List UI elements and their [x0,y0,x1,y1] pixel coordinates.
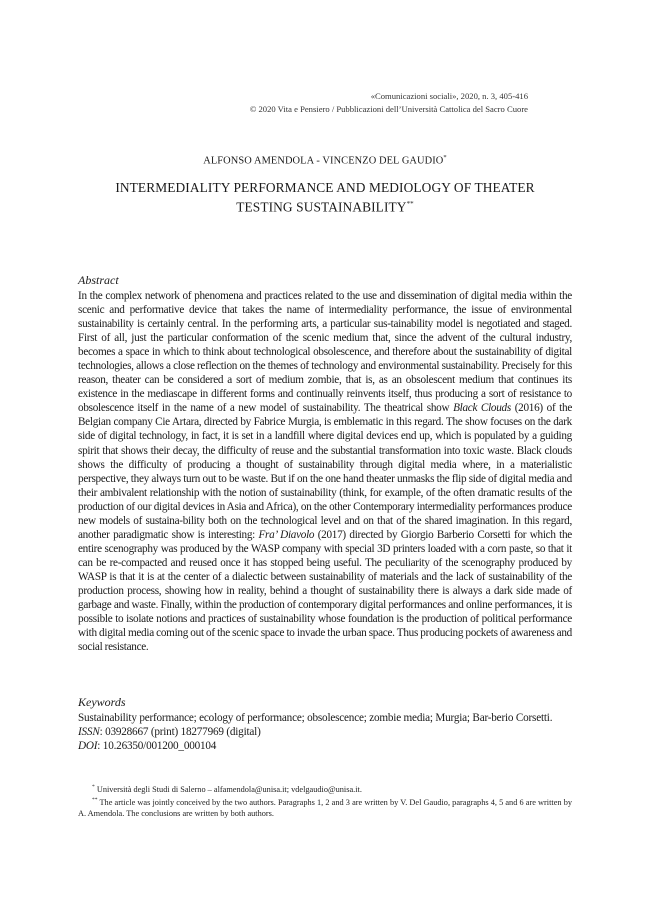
abstract-body [78,289,572,654]
footnotes [78,782,572,820]
author-names: ALFONSO AMENDOLA - VINCENZO DEL GAUDIO [203,155,444,167]
issn-line [78,725,572,739]
keywords-heading: Keywords [78,695,126,709]
author-footnote-marker: * [443,154,447,161]
title-line-1: INTERMEDIALITY PERFORMANCE AND MEDIOLOGY OF THEATER [115,180,535,195]
title-footnote-marker: ** [406,200,414,208]
abstract-text-1: In the complex network of phenomena and practices related to the use and dissemination of digital media within the scenic and performative device that takes the name of intermediality performance, the issue of environmental sustainability is certainly central. In the performing arts, a particular sus-tainability model is negotiated and staged. First of all, just the particular conformation of the scenic medium that, since the advent of the cultural industry, becomes a space in which to think about technological obsolescence, and therefore about the sustainability of digital technologies, allows a close reflection on the themes of technology and environmental sustainability. Precisely for this reason, theater can be considered a sort of medium zombie, that is, as an obsolescent medium that continues its existence in the mediascape in different forms and continually reinvents itself, thus producing a sort of resistance to obsolescence itself in the name of a new model of sustainability. The theatrical show [78,290,572,415]
footnote-2-text: The article was jointly conceived by the two authors. Paragraphs 1, 2 and 3 are written by V. Del Gaudio, paragraphs 4, 5 and 6 are written by A. Amendola. The conclusions are written by both authors. [78,797,572,819]
footnote-2 [78,795,572,820]
abstract-show-title-2: Fra’ Diavolo [258,528,315,541]
doi-label: DOI [78,740,98,753]
footnote-1 [78,782,572,795]
abstract-heading: Abstract [78,273,119,287]
abstract-text-3: (2017) directed by Giorgio Barberio Corsetti for which the entire scenography was produced by the WASP company with special 3D printers loaded with a corn paste, so that it can be re-compacted and reused once it has stopped being useful. The peculiarity of the scenography produced by WASP is that it is at the center of a dialectic between sustainability of materials and the lack of sustainability of the production process, showing how in reality, behind a thought of sustainability there is always a dark side made of garbage and waste. Finally, within the production of contemporary digital performances and online performances, it is possible to isolate notions and practices of sustainability whose foundation is the production of political performance with digital media coming out of the scenic space to invade the urban space. Thus producing pockets of awareness and social resistance. [78,528,572,654]
journal-header [250,90,528,116]
abstract-text-2: (2016) of the Belgian company Cie Artara, directed by Fabrice Murgia, is emblematic in this regard. The show focuses on the dark side of digital technology, in fact, it is set in a landfill where digital devices end up, which is populated by a guiding spirit that shows their decay, the difficulty of reuse and the substantial transformation into toxic waste. Black clouds shows the difficulty of producing a thought of sustainability through digital media where, in a materialistic perspective, they always turn out to be waste. But if on the one hand theater unmasks the flip side of digital media and their ambivalent relationship with the notion of sustainability (think, for example, of the often dramatic results of the production of our digital devices in Asia and Africa), on the other Contemporary intermediality performances produce new models of sustaina-bility both on the technological level and on that of the shared imagination. In this regard, another paradigmatic show is interesting: [78,402,572,541]
abstract-show-title-1: Black Clouds [453,402,511,415]
title-line-2-text: TESTING SUSTAINABILITY [236,199,407,215]
article-title [78,180,572,215]
doi-line [78,739,572,753]
issn-value: : 03928667 (print) 18277969 (digital) [99,726,261,739]
journal-citation: «Comunicazioni sociali», 2020, n. 3, 405-416 [370,91,528,101]
issn-label: ISSN [78,726,100,739]
title-line-2 [78,196,572,215]
footnote-2-marker: ** [92,797,98,804]
keywords-block [78,711,572,753]
author-line [0,154,650,166]
footnote-1-text: Università degli Studi di Salerno – alfamendola@unisa.it; vdelgaudio@unisa.it. [94,784,362,794]
copyright-line: © 2020 Vita e Pensiero / Pubblicazioni dell’Università Cattolica del Sacro Cuore [249,104,528,114]
footnote-1-marker: * [92,784,95,790]
doi-value: : 10.26350/001200_000104 [97,740,217,753]
keywords-list: Sustainability performance; ecology of performance; obsolescence; zombie media; Murgia; Bar-berio Corsetti. [78,712,553,724]
